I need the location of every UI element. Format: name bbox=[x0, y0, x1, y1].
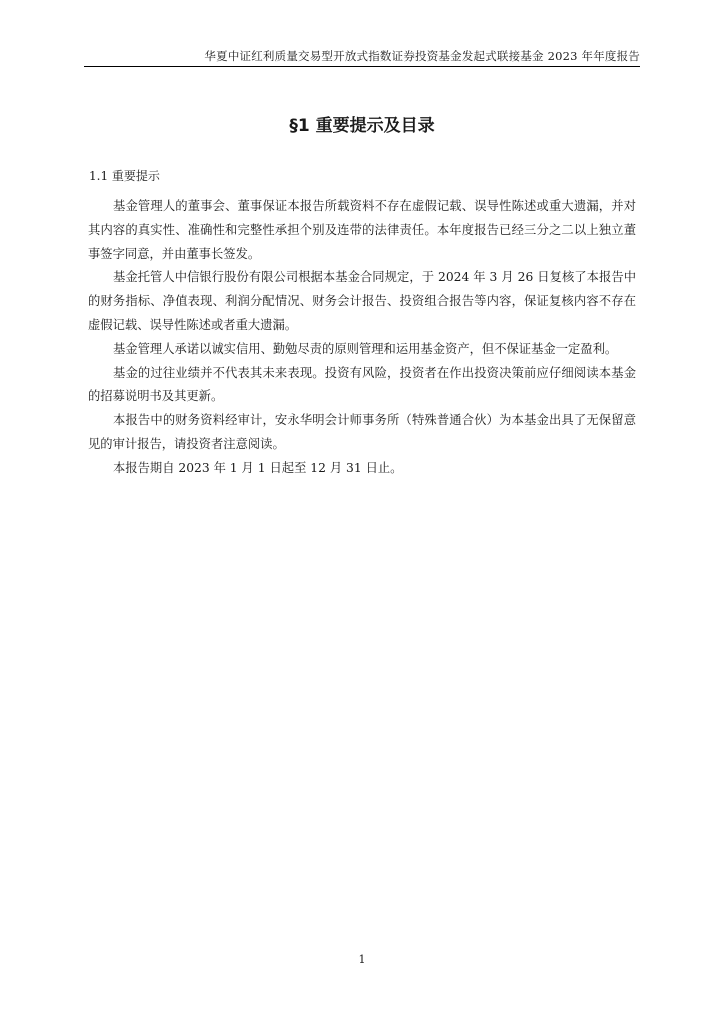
page-number: 1 bbox=[358, 953, 366, 966]
paragraph-reporting-period: 本报告期自 2023 年 1 月 1 日起至 12 月 31 日止。 bbox=[113, 460, 403, 475]
paragraph-manager-commitment: 基金管理人承诺以诚实信用、勤勉尽责的原则管理和运用基金资产，但不保证基金一定盈利。 bbox=[113, 341, 618, 356]
section-title: §1 重要提示及目录 bbox=[289, 116, 435, 136]
header-divider bbox=[84, 66, 640, 67]
subsection-heading: 1.1 重要提示 bbox=[89, 169, 160, 183]
running-header: 华夏中证红利质量交易型开放式指数证券投资基金发起式联接基金 2023 年年度报告 bbox=[204, 49, 640, 63]
paragraph-custodian-review: 基金托管人中信银行股份有限公司根据本基金合同规定，于 2024 年 3 月 26 日复核了本报告中的财务指标、净值表现、利润分配情况、财务会计报告、投资组合报告等内容，保证复核内容不存在虚假记载、误导性陈述或者重大遗漏。 bbox=[88, 270, 636, 332]
paragraph-risk-disclosure: 基金的过往业绩并不代表其未来表现。投资有风险，投资者在作出投资决策前应仔细阅读本基金的招募说明书及其更新。 bbox=[88, 365, 636, 404]
paragraph-board-assurance: 基金管理人的董事会、董事保证本报告所载资料不存在虚假记载、误导性陈述或重大遗漏，并对其内容的真实性、准确性和完整性承担个别及连带的法律责任。本年度报告已经三分之二以上独立董事签字同意，并由董事长签发。 bbox=[88, 199, 636, 261]
paragraph-audit-opinion: 本报告中的财务资料经审计，安永华明会计师事务所（特殊普通合伙）为本基金出具了无保留意见的审计报告，请投资者注意阅读。 bbox=[88, 413, 636, 451]
body-text bbox=[88, 195, 636, 481]
